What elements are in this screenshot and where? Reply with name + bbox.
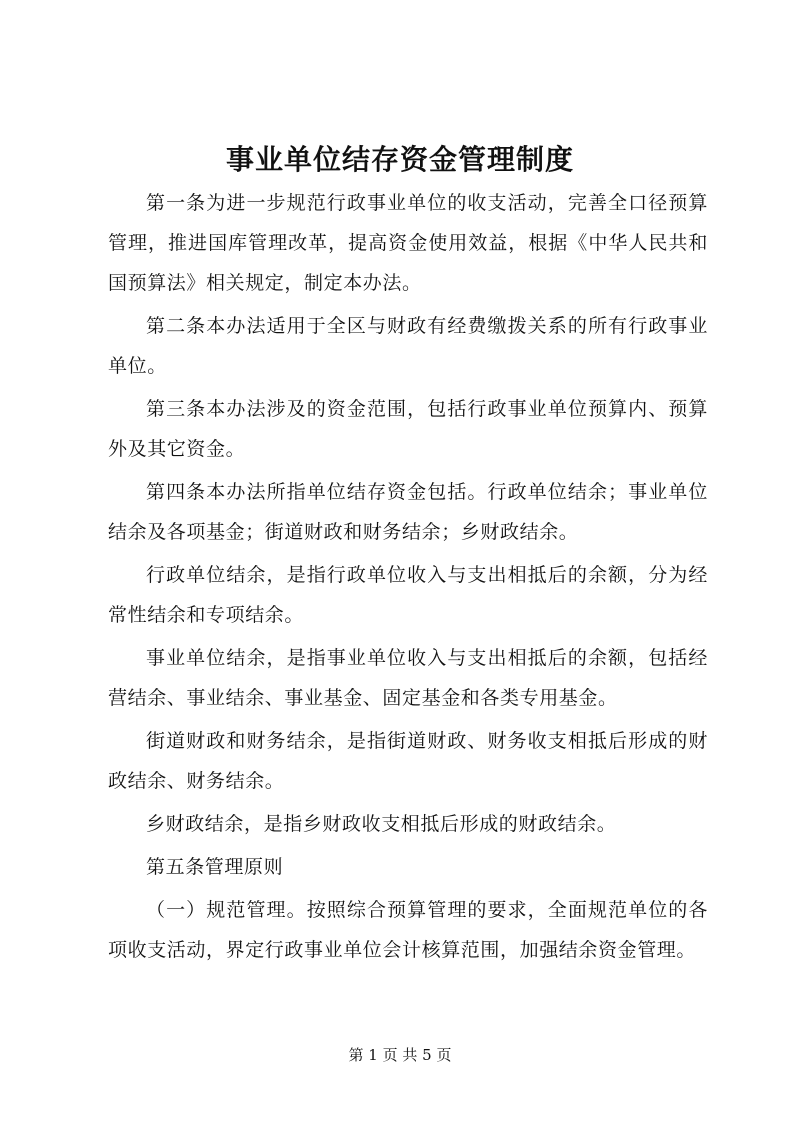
paragraph-street-surplus: 街道财政和财务结余，是指街道财政、财务收支相抵后形成的财政结余、财务结余。 [108,730,708,792]
page-number-footer: 第 1 页 共 5 页 [348,1046,452,1064]
paragraph-township-surplus: 乡财政结余，是指乡财政收支相抵后形成的财政结余。 [146,813,617,835]
paragraph-public-institution-surplus: 事业单位结余，是指事业单位收入与支出相抵后的余额，包括经营结余、事业结余、事业基金、固定基金和各类专用基金。 [108,647,708,709]
paragraph-article-1: 第一条为进一步规范行政事业单位的收支活动，完善全口径预算管理，推进国库管理改革，提高资金使用效益，根据《中华人民共和国预算法》相关规定，制定本办法。 [108,192,708,294]
paragraph-article-5-heading: 第五条管理原则 [146,856,284,878]
paragraph-article-3: 第三条本办法涉及的资金范围，包括行政事业单位预算内、预算外及其它资金。 [108,398,708,460]
paragraph-article-2: 第二条本办法适用于全区与财政有经费缴拨关系的所有行政事业单位。 [108,315,708,377]
paragraph-admin-surplus: 行政单位结余，是指行政单位收入与支出相抵后的余额，分为经常性结余和专项结余。 [108,564,708,626]
document-body [108,183,708,973]
paragraph-principle-1: （一）规范管理。按照综合预算管理的要求，全面规范单位的各项收支活动，界定行政事业单位会计核算范围，加强结余资金管理。 [108,899,708,961]
document-title: 事业单位结存资金管理制度 [225,143,574,176]
paragraph-article-4: 第四条本办法所指单位结存资金包括。行政单位结余；事业单位结余及各项基金；街道财政和财务结余；乡财政结余。 [108,481,708,543]
